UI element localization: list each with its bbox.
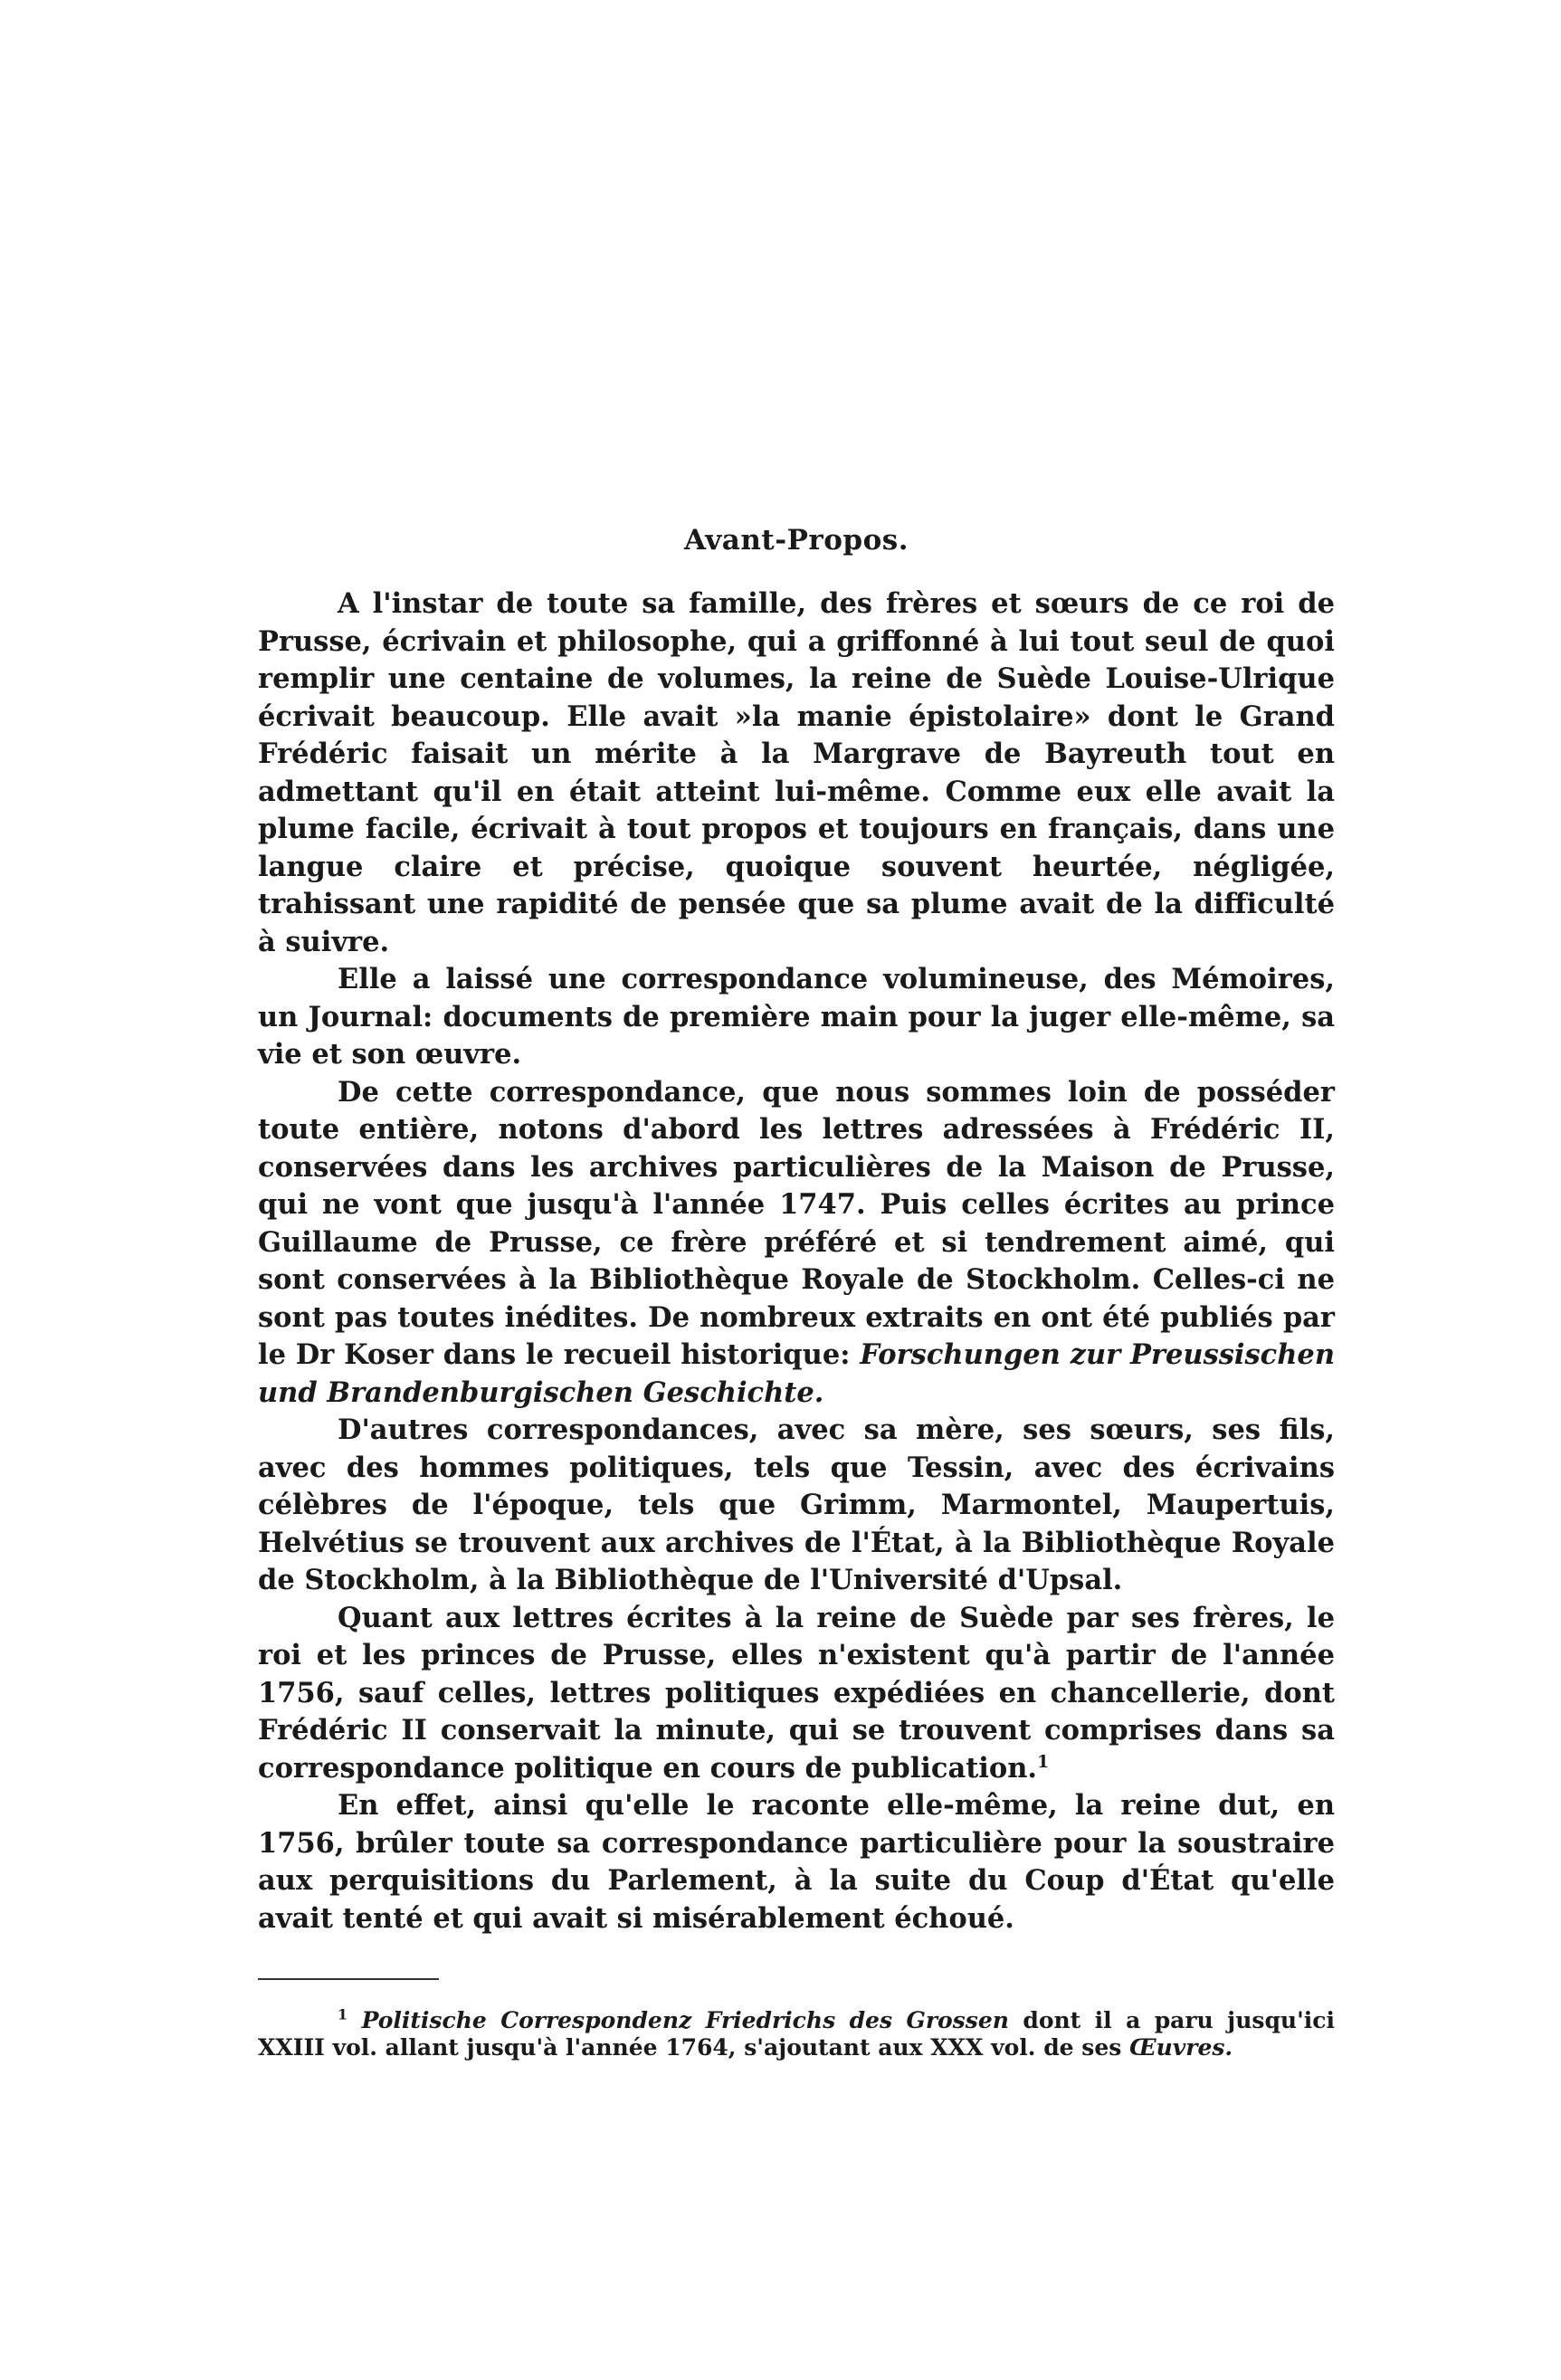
paragraph-2: Elle a laissé une correspondance volumineuse, des Mémoires, un Journal: documents de première main pour la juger elle-même, sa vie et son œuvre. [258, 963, 1335, 1071]
footnote-italic-title: Politische Correspondenz Friedrichs des Grossen [361, 2007, 1009, 2033]
paragraph-1: A l'instar de toute sa famille, des frères et sœurs de ce roi de Prusse, écrivain et philosophe, qui a griffonné à lui tout seul de quoi remplir une centaine de volumes, la reine de Suède Louise-Ulrique écrivait beaucoup. Elle avait »la manie épistolaire» dont le Grand Frédéric faisait un mérite à la Margrave de Bayreuth tout en admettant qu'il en était atteint lui-même. Comme eux elle avait la plume facile, écrivait à tout propos et toujours en français, dans une langue claire et précise, quoique souvent heurtée, négligée, trahissant une rapidité de pensée que sa plume avait de la difficulté à suivre. [258, 587, 1335, 958]
footnote-divider [258, 1978, 439, 1980]
footnote-text: dont il a paru jusqu'ici XXIII vol. allant jusqu'à l'année 1764, s'ajoutant aux XXX vol. de ses [258, 2007, 1335, 2061]
footnote-italic-works: Œuvres. [1129, 2034, 1233, 2061]
footnote [258, 2007, 1335, 2061]
paragraph-5-text: Quant aux lettres écrites à la reine de Suède par ses frères, le roi et les princes de Prusse, elles n'existent qu'à partir de l'année 1756, sauf celles, lettres politiques expédiées en chancellerie, dont Frédéric II conservait la minute, qui se trouvent comprises dans sa correspondance politique en cours de publication. [258, 1601, 1335, 1785]
footnote-reference[interactable]: 1 [1037, 1751, 1050, 1772]
page-title: Avant-Propos. [683, 524, 909, 557]
paragraph-3 [258, 1074, 1335, 1413]
paragraph-5 [258, 1600, 1335, 1788]
paragraph-4: D'autres correspondances, avec sa mère, ses sœurs, ses fils, avec des hommes politiques, tels que Tessin, avec des écrivains célèbres de l'époque, tels que Grimm, Marmontel, Maupertuis, Helvétius se trouvent aux archives de l'État, à la Bibliothèque Royale de Stockholm, à la Bibliothèque de l'Université d'Upsal. [258, 1414, 1335, 1596]
paragraph-3-italic-title: Forschungen zur Preussischen und Brandenburgischen Geschichte. [258, 1338, 1336, 1409]
footnote-marker: 1 [338, 2005, 348, 2023]
paragraph-6: En effet, ainsi qu'elle le raconte elle-même, la reine dut, en 1756, brûler toute sa correspondance particulière pour la soustraire aux perquisitions du Parlement, à la suite du Coup d'État qu'elle avait tenté et qui avait si misérablement échoué. [258, 1789, 1335, 1935]
page-body [258, 520, 1335, 2061]
paragraph-3-text: De cette correspondance, que nous sommes loin de posséder toute entière, notons d'abord les lettres adressées à Frédéric II, conservées dans les archives particulières de la Maison de Prusse, qui ne vont que jusqu'à l'année 1747. Puis celles écrites au prince Guillaume de Prusse, ce frère préféré et si tendrement aimé, qui sont conservées à la Bibliothèque Royale de Stockholm. Celles-ci ne sont pas toutes inédites. De nombreux extraits en ont été publiés par le Dr Koser dans le recueil historique: [258, 1075, 1335, 1371]
